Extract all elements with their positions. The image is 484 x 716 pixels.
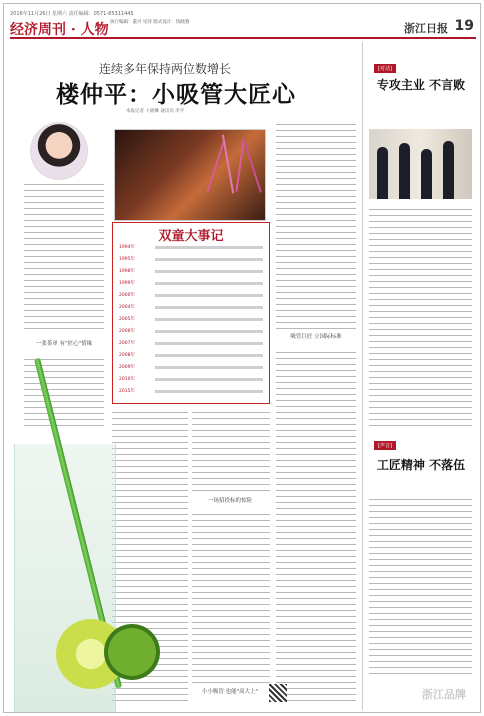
meeting-photo — [369, 129, 472, 199]
event-year: 2010年 — [119, 377, 135, 382]
event-row — [119, 363, 265, 372]
person-figure — [399, 143, 410, 199]
events-box — [112, 222, 270, 404]
events-title: 双童大事记 — [158, 229, 224, 244]
watermark: 浙江品牌 — [422, 688, 466, 701]
column-divider — [362, 42, 363, 710]
event-row — [119, 375, 265, 384]
event-year: 2004年 — [119, 305, 135, 310]
page-header — [10, 17, 476, 39]
event-text — [155, 294, 263, 297]
issue-info: 2016年11月26日 星期六 责任编辑：0571-85311445 — [10, 11, 134, 17]
event-year: 2008年 — [119, 353, 135, 358]
dialogue-tag: [对话] — [374, 64, 396, 73]
event-year: 1998年 — [119, 269, 135, 274]
event-year: 2000年 — [119, 293, 135, 298]
side-heading: 小小吸管 也能"高大上" — [201, 689, 259, 695]
person-figure — [443, 141, 454, 199]
event-row — [119, 387, 265, 396]
event-row — [119, 243, 265, 252]
article-headline: 楼仲平：小吸管大匠心 — [56, 81, 296, 108]
event-row — [119, 351, 265, 360]
article-text-column — [192, 412, 270, 492]
event-row — [119, 267, 265, 276]
lime-illustration — [104, 624, 160, 680]
article-text-column — [369, 209, 472, 429]
event-text — [155, 330, 263, 333]
event-row — [119, 315, 265, 324]
article-text-column — [24, 184, 104, 334]
event-row — [119, 303, 265, 312]
voice-tag: [声音] — [374, 441, 396, 450]
event-text — [155, 342, 263, 345]
event-year: 1995年 — [119, 257, 135, 262]
event-text — [155, 258, 263, 261]
event-text — [155, 390, 263, 393]
event-text — [155, 270, 263, 273]
article-text-column — [276, 124, 356, 329]
event-row — [119, 255, 265, 264]
straw-decoration — [222, 134, 234, 193]
event-year: 1994年 — [119, 245, 135, 250]
dialogue-title: 专攻主业 不言败 — [376, 78, 466, 92]
side-heading: 吸管巨匠 立国际标准 — [290, 334, 342, 340]
event-year: 2006年 — [119, 329, 135, 334]
event-text — [155, 306, 263, 309]
event-year: 2007年 — [119, 341, 135, 346]
event-year: 2015年 — [119, 389, 135, 394]
event-text — [155, 282, 263, 285]
event-year: 1999年 — [119, 281, 135, 286]
event-row — [119, 279, 265, 288]
page-number: 19 — [454, 18, 474, 34]
main-photo — [114, 129, 266, 221]
event-row — [119, 339, 265, 348]
editors-credit: 执行编辑：董丹 见萍 版式设计：钱晓燕 — [110, 20, 190, 25]
qr-code-icon — [269, 684, 287, 702]
event-text — [155, 354, 263, 357]
event-row — [119, 327, 265, 336]
event-text — [155, 318, 263, 321]
side-heading: 一场招投标的惊险 — [207, 498, 252, 504]
paper-name: 浙江日报 — [404, 22, 448, 35]
person-figure — [421, 149, 432, 199]
event-text — [155, 246, 263, 249]
straw-decoration — [235, 140, 244, 192]
side-heading: 一张茶单 有"匠心"情缘 — [35, 341, 93, 347]
event-row — [119, 291, 265, 300]
straw-decoration — [242, 137, 262, 193]
article-text-column — [369, 499, 472, 674]
article-text-column — [192, 514, 270, 684]
event-year: 2009年 — [119, 365, 135, 370]
event-year: 2005年 — [119, 317, 135, 322]
article-kicker: 连续多年保持两位数增长 — [99, 62, 232, 76]
article-text-column — [276, 352, 356, 704]
portrait-photo — [30, 122, 88, 180]
person-figure — [377, 147, 388, 199]
newspaper-page — [3, 3, 481, 713]
straw-decoration — [207, 139, 226, 192]
voice-title: 工匠精神 不落伍 — [376, 458, 466, 472]
event-text — [155, 378, 263, 381]
section-title: 经济周刊 · 人物 — [10, 22, 109, 38]
event-text — [155, 366, 263, 369]
article-byline: 本报记者 卜晓琳 通讯员 李平 — [126, 109, 185, 114]
